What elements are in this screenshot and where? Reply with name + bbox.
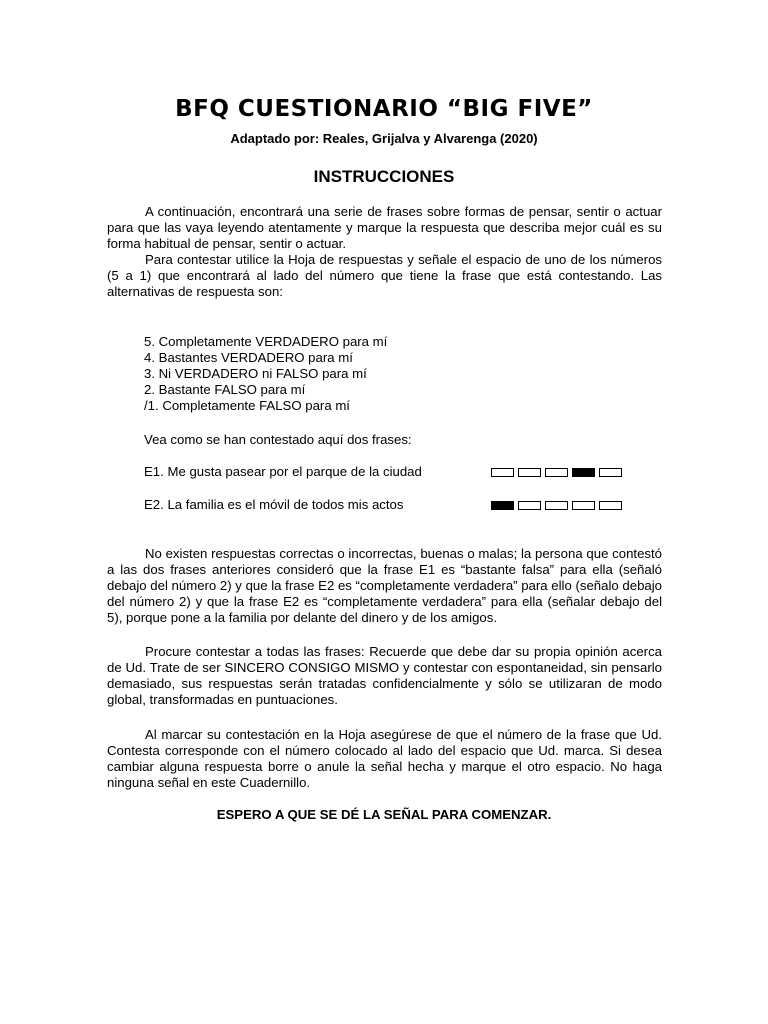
option-item: 4. Bastantes VERDADERO para mí (144, 350, 353, 365)
answer-box (572, 501, 595, 510)
option-item: 5. Completamente VERDADERO para mí (144, 334, 388, 349)
answer-box (518, 501, 541, 510)
answer-box (491, 501, 514, 510)
section-heading: INSTRUCCIONES (313, 167, 455, 186)
intro-paragraph-2: Para contestar utilice la Hoja de respuestas y señale el espacio de uno de los números (5 a 1) que encontrará al lado del número que tiene la frase que está contestando. Las alternativas de respuesta son: (107, 252, 662, 299)
example-1-text: E1. Me gusta pasear por el parque de la ciudad (144, 464, 422, 479)
answer-box (545, 468, 568, 477)
answer-box (545, 501, 568, 510)
example-2-answer-boxes (491, 501, 622, 510)
answer-box (572, 468, 595, 477)
marking-paragraph: Al marcar su contestación en la Hoja asegúrese de que el número de la frase que Ud. Contesta corresponde con el número colocado al lado del espacio que Ud. marca. Si desea cambiar alguna respuesta borre o anule la señal hecha y marque el otro espacio. No haga ninguna señal en este Cuadernillo. (107, 727, 662, 790)
answer-box (599, 468, 622, 477)
instructions-paragraph: Procure contestar a todas las frases: Recuerde que debe dar su propia opinión acerca de Ud. Trate de ser SINCERO CONSIGO MISMO y contestar con espontaneidad, sin pensarlo demasiado, sus respuestas serán tratadas confidencialmente y sólo se utilizaran de modo global, transformadas en puntuaciones. (107, 644, 662, 707)
document-subtitle: Adaptado por: Reales, Grijalva y Alvarenga (2020) (230, 131, 538, 146)
option-item: 2. Bastante FALSO para mí (144, 382, 306, 397)
response-options-list (144, 334, 387, 414)
intro-paragraph-1: A continuación, encontrará una serie de frases sobre formas de pensar, sentir o actuar para que las vaya leyendo atentamente y marque la respuesta que describa mejor cuál es su forma habitual de pensar, sentir o actuar. (107, 204, 662, 251)
example-1-answer-boxes (491, 468, 622, 477)
document-title: BFQ CUESTIONARIO “BIG FIVE” (175, 96, 593, 122)
answer-box (491, 468, 514, 477)
answer-box (518, 468, 541, 477)
closing-notice: ESPERO A QUE SE DÉ LA SEÑAL PARA COMENZAR. (216, 807, 552, 822)
examples-intro: Vea como se han contestado aquí dos frases: (144, 432, 412, 447)
answer-box (599, 501, 622, 510)
explanation-paragraph: No existen respuestas correctas o incorrectas, buenas o malas; la persona que contestó a las dos frases anteriores consideró que la frase E1 es “bastante falsa” para ella (señaló debajo del número 2) y que la frase E2 es “completamente verdadera” para ello (señalo debajo del número 2) y que la frase E2 es “completamente verdadera” para ella (señalar debajo del 5), porque pone a la familia por delante del dinero y de los amigos. (107, 546, 662, 625)
option-item: /1. Completamente FALSO para mí (144, 398, 350, 413)
option-item: 3. Ni VERDADERO ni FALSO para mí (144, 366, 367, 381)
example-2-text: E2. La familia es el móvil de todos mis actos (144, 497, 404, 512)
